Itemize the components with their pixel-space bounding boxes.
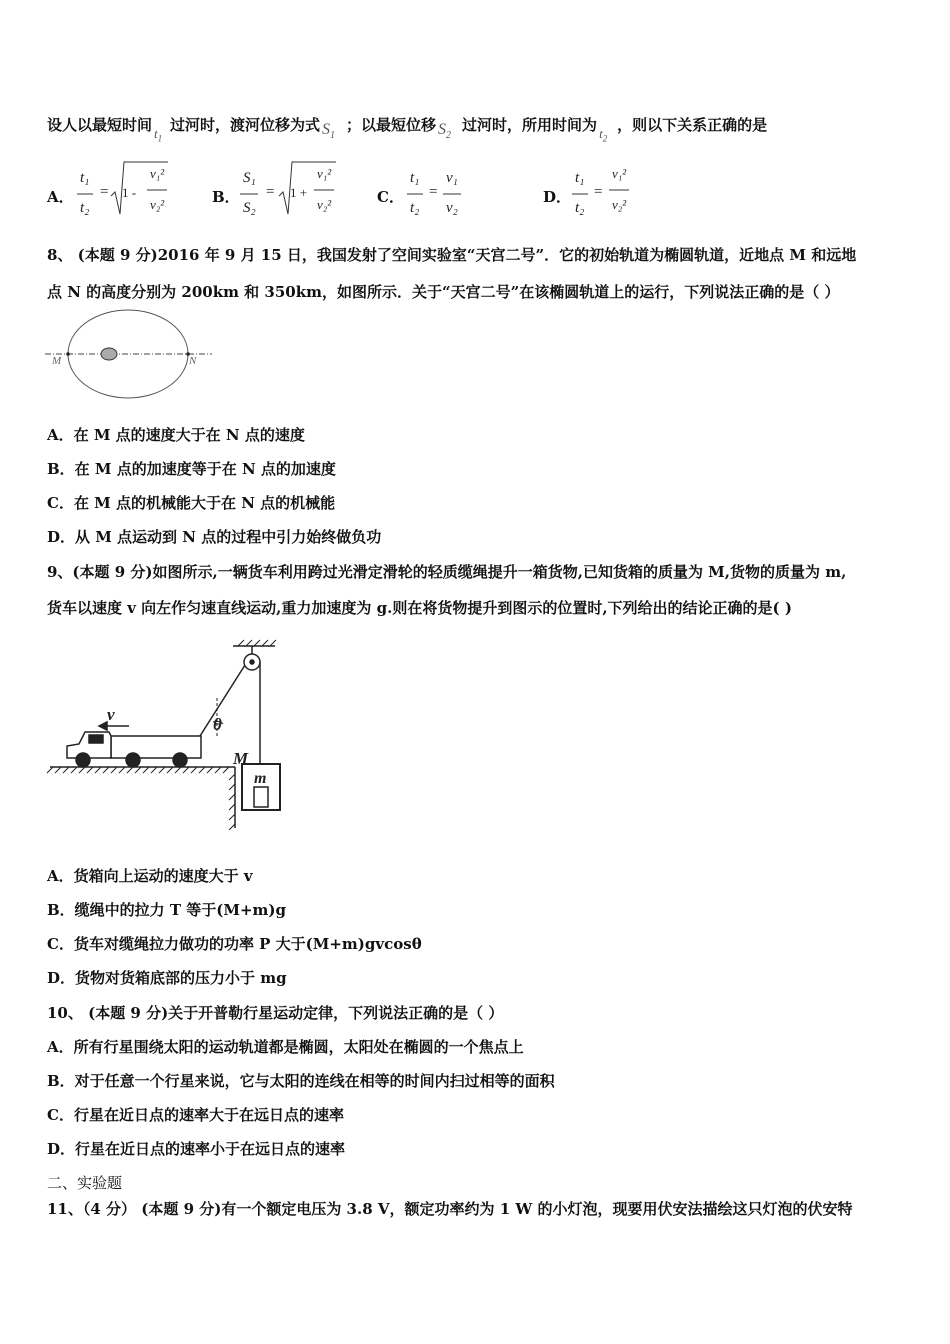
rhs-den: v₂² [612,197,627,212]
rhs-prefix: 1 + [290,185,308,200]
angle-label: θ [213,715,222,734]
orbit-label-n: N [189,355,197,367]
rhs-den: v₂² [317,197,332,212]
q8-stem-line2: 点 N 的高度分别为 200km 和 350km，如图所示．关于“天宫二号”在该椭圆轨道上的运行，下列说法正确的是（ ） [47,283,840,301]
q9-stem-line2: 货车以速度 v 向左作匀速直线运动,重力加速度为 g.则在将货物提升到图示的位置时,下列给出的结论正确的是( ) [47,599,792,617]
q9-option-c[interactable]: C．货车对缆绳拉力做功的功率 P 大于(M+m)gvcosθ [47,935,422,953]
frac-den: t₂ [575,200,585,216]
q8-option-b[interactable]: B．在 M 点的加速度等于在 N 点的加速度 [47,460,336,478]
section-title-experiment: 二、实验题 [47,1174,123,1192]
q10-option-b[interactable]: B．对于任意一个行星来说，它与太阳的连线在相等的时间内扫过相等的面积 [47,1072,555,1090]
rhs-num: v₁² [317,166,332,181]
q10-option-a[interactable]: A．所有行星围绕太阳的运动轨道都是椭圆，太阳处在椭圆的一个焦点上 [47,1038,524,1056]
equals-sign: = [100,184,109,200]
q9-option-d[interactable]: D．货物对货箱底部的压力小于 mg [47,969,287,987]
q10-option-d[interactable]: D．行星在近日点的速率小于在远日点的速率 [47,1140,346,1158]
frac-num: S₁ [243,170,256,186]
q10-stem: 10、 (本题 9 分)关于开普勒行星运动定律，下列说法正确的是（ ） [47,1004,504,1022]
frac-den: t₂ [80,200,90,216]
rhs-prefix: 1 - [122,185,137,200]
frac-num: t₁ [80,170,90,186]
q8-stem-line1: 8、 (本题 9 分)2016 年 9 月 15 日，我国发射了空间实验室“天宫二号”．它的初始轨道为椭圆轨道，近地点 M 和远地 [47,246,857,264]
q8-orbit-figure [40,305,220,405]
option-label: D． [543,188,572,206]
q8-option-c[interactable]: C．在 M 点的机械能大于在 N 点的机械能 [47,494,336,512]
option-label: A． [47,188,74,206]
q9-option-b[interactable]: B．缆绳中的拉力 T 等于(M+m)g [47,901,287,919]
q7-formula-graphics [0,0,950,240]
q7-text-4: 过河时，所用时间为 [462,116,598,134]
q9-stem-line1: 9、(本题 9 分)如图所示,一辆货车利用跨过光滑定滑轮的轻质缆绳提升一箱货物,已知货箱的质量为 M,货物的质量为 m, [47,563,847,581]
q9-option-a[interactable]: A．货箱向上运动的速度大于 v [47,867,253,885]
frac-num: t₁ [575,170,585,186]
frac-num: t₁ [410,170,420,186]
velocity-label: v [107,705,115,724]
q8-option-a[interactable]: A．在 M 点的速度大于在 N 点的速度 [47,426,305,444]
option-label: B． [212,188,240,206]
q7-stem: 设人以最短时间 $t_1$ 过河时，渡河位移为式 $S_1$ ；以最短位移 $S_2$ 过河时，所用时间为 $t_2$ ，则以下关系正确的是 [47,116,768,144]
option-label: C． [377,188,404,206]
frac-den: t₂ [410,200,420,216]
q7-text-5: ，则以下关系正确的是 [617,116,768,134]
q7-text-3: ；以最短位移 [346,116,437,134]
q10-option-c[interactable]: C．行星在近日点的速率大于在远日点的速率 [47,1106,344,1124]
q9-truck-pulley-figure [45,632,295,832]
rhs-num: v₁ [446,170,458,186]
frac-den: S₂ [243,200,256,216]
rhs-num: v₁² [150,166,165,181]
orbit-label-m: M [52,355,62,367]
box-label-m-upper: M [233,749,249,768]
q7-text-1: 设人以最短时间 [47,116,153,134]
equals-sign: = [429,184,438,200]
q11-stem: 11、（4 分） (本题 9 分)有一个额定电压为 3.8 V，额定功率约为 1 W 的小灯泡，现要用伏安法描绘这只灯泡的伏安特 [47,1200,853,1218]
q7-text-2: 过河时，渡河位移为式 [170,116,321,134]
cargo-label-m-lower: m [254,770,267,787]
equals-sign: = [594,184,603,200]
q8-option-d[interactable]: D．从 M 点运动到 N 点的过程中引力始终做负功 [47,528,382,546]
rhs-den: v₂ [446,200,458,216]
rhs-num: v₁² [612,166,627,181]
equals-sign: = [266,184,275,200]
rhs-den: v₂² [150,197,165,212]
